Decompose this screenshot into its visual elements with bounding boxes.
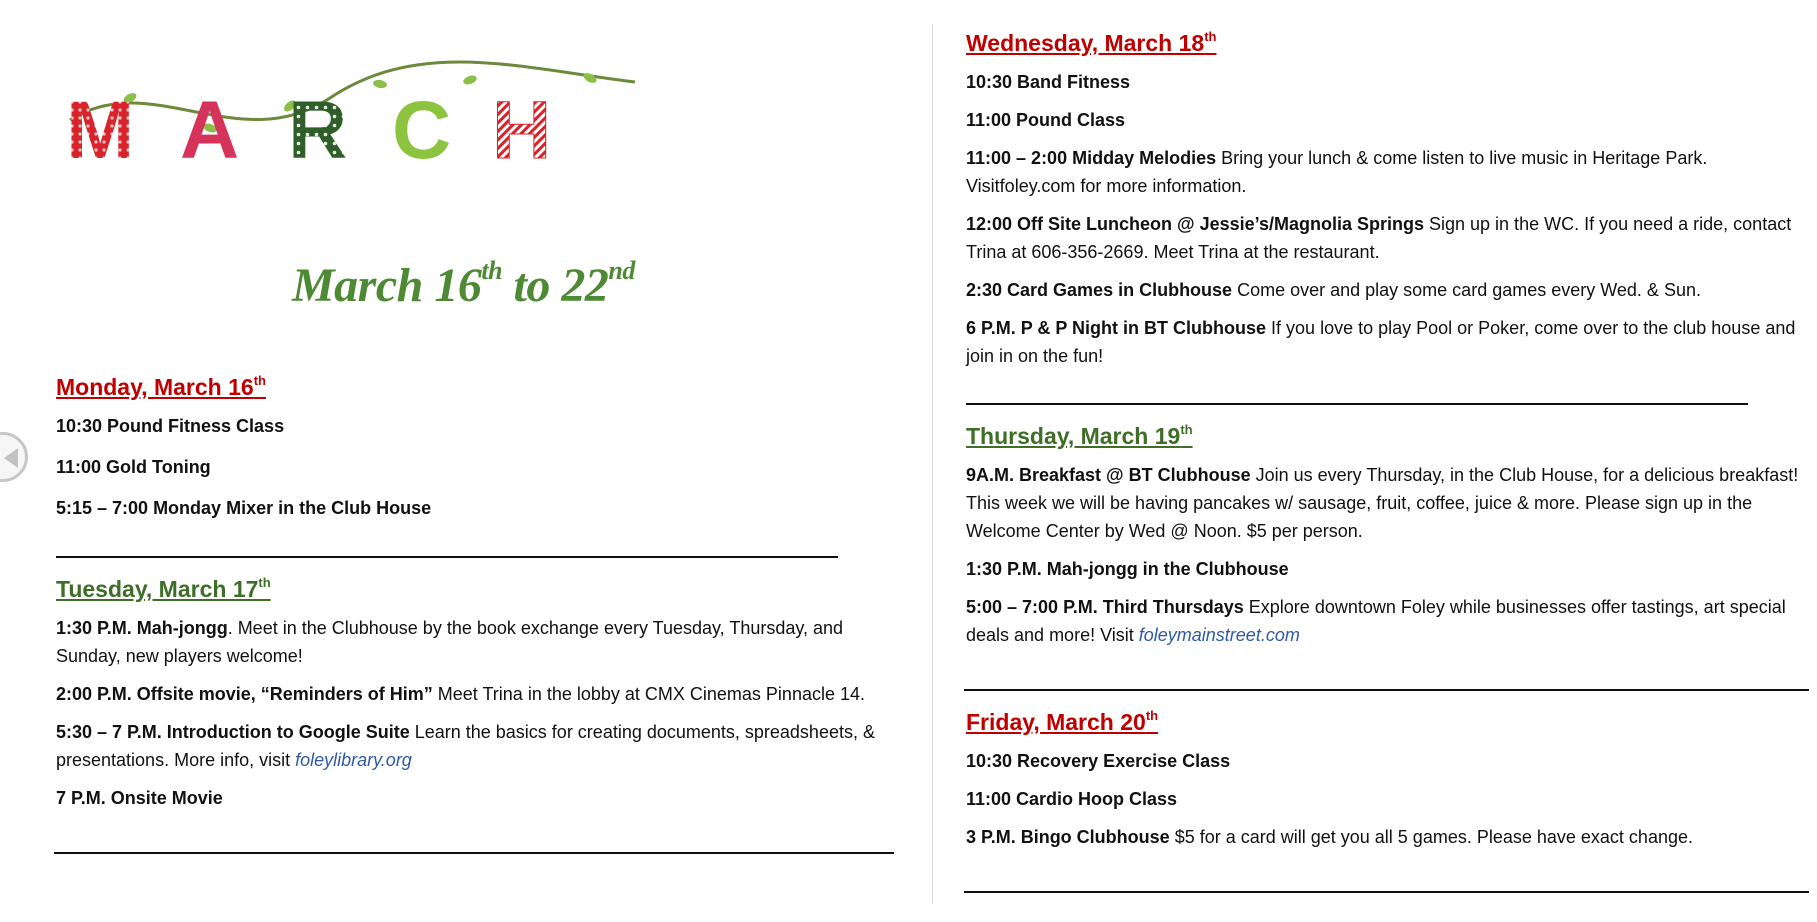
event-item — [56, 412, 901, 440]
day-section-wednesday — [966, 26, 1808, 405]
svg-text:H: H — [492, 85, 552, 168]
day-heading-text: Monday, March 16 — [56, 374, 254, 400]
week-start: March 16 — [292, 259, 482, 312]
column-divider — [932, 24, 933, 904]
event-title: 5:30 – 7 P.M. Introduction to Google Suite — [56, 722, 410, 742]
day-heading-text: Friday, March 20 — [966, 709, 1146, 735]
event-item — [966, 276, 1808, 304]
event-title: 1:30 P.M. Mah-jongg in the Clubhouse — [966, 559, 1289, 579]
march-logo — [60, 58, 640, 168]
event-item — [966, 785, 1808, 813]
event-description: Join us every Thursday, in the Club House, for a delicious breakfast! This week we will be having pancakes w/ sausage, fruit, coffee, juice & more. Please sign up in the Welcome Center by Wed @ Noon. $5 per person. — [966, 465, 1799, 541]
day-heading — [56, 370, 901, 404]
event-description: Learn the basics for creating documents, spreadsheets, & presentations. More info, visit — [56, 722, 875, 770]
svg-text:A: A — [180, 85, 240, 168]
day-heading — [966, 26, 1808, 60]
day-heading-suffix: th — [1180, 422, 1193, 437]
previous-page-arrow-icon[interactable] — [0, 432, 28, 482]
event-title: 11:00 Gold Toning — [56, 457, 211, 477]
event-item — [56, 453, 901, 481]
event-title: 2:00 P.M. Offsite movie, “Reminders of Him” — [56, 684, 433, 704]
event-title: 2:30 Card Games in Clubhouse — [966, 280, 1233, 300]
event-description: . Meet in the Clubhouse by the book exchange every Tuesday, Thursday, and Sunday, new players welcome! — [56, 618, 844, 666]
event-item — [966, 144, 1808, 200]
event-item — [966, 823, 1808, 851]
event-description: Bring your lunch & come listen to live music in Heritage Park. Visitfoley.com for more information. — [966, 148, 1708, 196]
event-title: 12:00 Off Site Luncheon @ Jessie’s/Magnolia Springs — [966, 214, 1424, 234]
event-item — [56, 718, 901, 774]
event-item — [56, 614, 901, 670]
event-title: 7 P.M. Onsite Movie — [56, 788, 223, 808]
event-title: 11:00 – 2:00 Midday Melodies — [966, 148, 1217, 168]
event-item — [966, 68, 1808, 96]
event-title: 5:00 – 7:00 P.M. Third Thursdays — [966, 597, 1244, 617]
section-divider — [966, 403, 1748, 405]
day-heading-suffix: th — [258, 575, 271, 590]
section-divider — [54, 852, 894, 854]
foleylibrary-link[interactable]: foleylibrary.org — [295, 750, 412, 770]
event-item — [56, 680, 901, 708]
day-heading — [56, 572, 901, 606]
event-item — [966, 461, 1808, 545]
event-description: If you love to play Pool or Poker, come over to the club house and join in on the fun! — [966, 318, 1796, 366]
event-title: 5:15 – 7:00 Monday Mixer in the Club House — [56, 498, 432, 518]
event-description: Explore downtown Foley while businesses offer tastings, art special deals and more! Visit — [966, 597, 1786, 645]
day-heading-text: Wednesday, March 18 — [966, 30, 1205, 56]
event-item — [966, 747, 1808, 775]
event-item — [56, 784, 901, 812]
event-title: 9A.M. Breakfast @ BT Clubhouse — [966, 465, 1251, 485]
event-title: 11:00 Cardio Hoop Class — [966, 789, 1178, 809]
event-title: 10:30 Pound Fitness Class — [56, 416, 285, 436]
section-divider — [964, 689, 1809, 691]
event-item — [966, 555, 1808, 583]
event-item — [966, 210, 1808, 266]
day-heading-suffix: th — [1204, 29, 1217, 44]
event-title: 10:30 Recovery Exercise Class — [966, 751, 1231, 771]
event-description: $5 for a card will get you all 5 games. Please have exact change. — [1169, 827, 1693, 847]
day-section-tuesday — [56, 572, 901, 854]
march-logo-graphic — [60, 58, 640, 168]
svg-text:M: M — [66, 85, 135, 168]
week-end-suffix: nd — [608, 256, 635, 285]
event-description: Meet Trina in the lobby at CMX Cinemas Pinnacle 14. — [432, 684, 865, 704]
event-item — [966, 593, 1808, 649]
week-title — [292, 258, 635, 313]
event-item — [966, 314, 1808, 370]
left-column — [56, 370, 901, 854]
week-to: to — [513, 259, 550, 312]
svg-text:C: C — [392, 85, 452, 168]
day-heading — [966, 705, 1808, 739]
event-title: 1:30 P.M. Mah-jongg — [56, 618, 228, 638]
event-item — [56, 494, 901, 522]
foleymainstreet-link[interactable]: foleymainstreet.com — [1138, 625, 1300, 645]
week-start-suffix: th — [481, 256, 503, 285]
event-item — [966, 106, 1808, 134]
section-divider — [56, 556, 838, 558]
day-heading-text: Thursday, March 19 — [966, 423, 1181, 449]
event-title: 10:30 Band Fitness — [966, 72, 1131, 92]
event-title: 11:00 Pound Class — [966, 110, 1126, 130]
svg-text:R: R — [288, 85, 348, 168]
day-heading-suffix: th — [253, 373, 266, 388]
day-heading-text: Tuesday, March 17 — [56, 576, 259, 602]
day-heading-suffix: th — [1145, 708, 1159, 723]
day-section-thursday — [966, 419, 1808, 691]
week-end: 22 — [561, 259, 609, 312]
right-column — [966, 26, 1808, 893]
event-description: Come over and play some card games every Wed. & Sun. — [1232, 280, 1701, 300]
day-section-monday — [56, 370, 901, 558]
event-description: Sign up in the WC. If you need a ride, contact Trina at 606-356-2669. Meet Trina at the restaurant. — [966, 214, 1792, 262]
day-heading — [966, 419, 1808, 453]
day-section-friday — [966, 705, 1808, 893]
event-title: 3 P.M. Bingo Clubhouse — [966, 827, 1170, 847]
event-title: 6 P.M. P & P Night in BT Clubhouse — [966, 318, 1267, 338]
section-divider — [964, 891, 1809, 893]
